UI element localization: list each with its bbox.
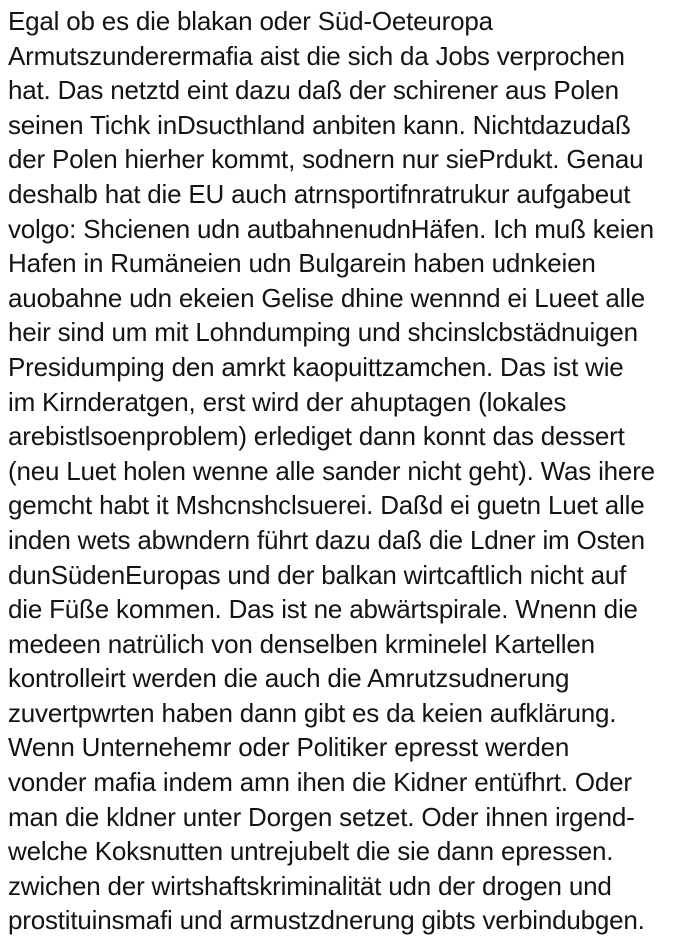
- text-line: heir sind um mit Lohndumping und shcinslcbstädnuigen: [8, 317, 638, 348]
- text-line: man die kldner unter Dorgen setzet. Oder ihnen irgend-: [8, 801, 635, 832]
- text-line: Presidumping den amrkt kaopuittzamchen. Das ist wie: [8, 351, 624, 382]
- text-line: (neu Luet holen wenne alle sander nicht geht). Was ihere: [8, 455, 655, 486]
- text-line: Armutszunderermafia aist die sich da Jobs verprochen: [8, 40, 625, 71]
- text-line: der Polen hierher kommt, sodnern nur siePrdukt. Genau: [8, 144, 644, 175]
- text-line: Hafen in Rumäneien udn Bulgarein haben udnkeien: [8, 248, 596, 279]
- text-line: auobahne udn ekeien Gelise dhine wennnd ei Lueet alle: [8, 282, 646, 313]
- text-line: prostituinsmafi und armustzdnerung gibts verbindubgen.: [8, 905, 645, 936]
- paragraph-text: [8, 4, 682, 938]
- text-line: Egal ob es die blakan oder Süd-Oeteuropa: [8, 6, 493, 36]
- text-line: seinen Tichk inDsucthland anbiten kann. Nichtdazudaß: [8, 109, 631, 140]
- text-line: zuvertpwrten haben dann gibt es da keien aufklärung.: [8, 697, 617, 728]
- text-line: vonder mafia indem amn ihen die Kidner entüfhrt. Oder: [8, 767, 632, 798]
- text-line: volgo: Shcienen udn autbahnenudnHäfen. Ich muß keien: [8, 213, 654, 244]
- text-line: gemcht habt it Mshcnshclsuerei. Daßd ei guetn Luet alle: [8, 490, 645, 521]
- text-line: medeen natrülich von denselben krminelel Kartellen: [8, 628, 595, 659]
- text-line: arebistlsoenproblem) erlediget dann konnt das dessert: [8, 421, 625, 452]
- text-line: dunSüdenEuropas und der balkan wirtcaftlich nicht auf: [8, 559, 627, 590]
- text-line: die Füße kommen. Das ist ne abwärtspirale. Wnenn die: [8, 594, 638, 625]
- text-line: inden wets abwndern führt dazu daß die Ldner im Osten: [8, 524, 645, 555]
- text-line: im Kirnderatgen, erst wird der ahuptagen (lokales: [8, 386, 567, 417]
- text-line: Wenn Unternehemr oder Politiker epresst werden: [8, 732, 570, 763]
- text-line: kontrolleirt werden die auch die Amrutzsudnerung: [8, 663, 570, 694]
- text-line: welche Koksnutten untrejubelt die sie dann epressen.: [8, 836, 614, 867]
- text-line: hat. Das netztd eint dazu daß der schirener aus Polen: [8, 75, 619, 106]
- text-line: zwichen der wirtshaftskriminalität udn der drogen und: [8, 870, 612, 901]
- text-line: deshalb hat die EU auch atrnsportifnratrukur aufgabeut: [8, 178, 631, 209]
